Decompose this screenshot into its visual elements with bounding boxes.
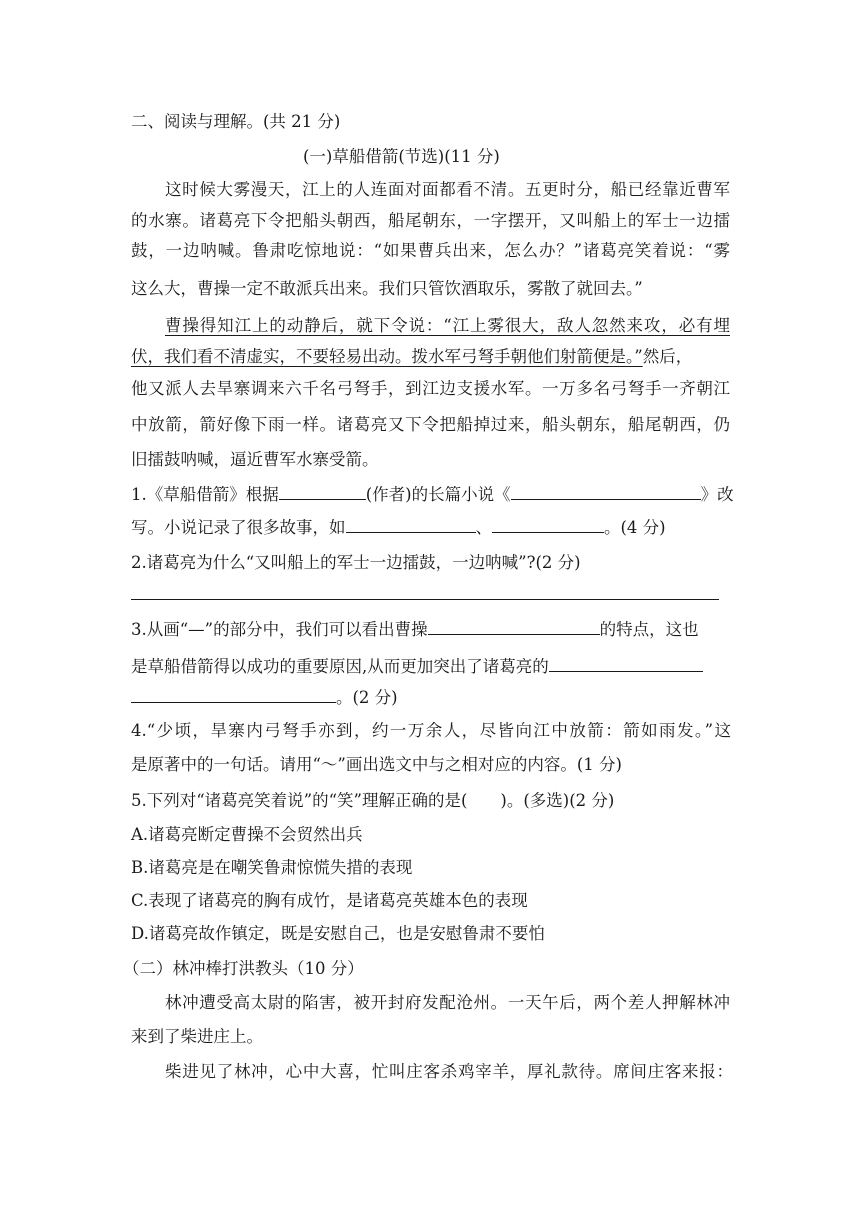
question-text: 1.《草船借箭》根据 [131,485,279,504]
question-5: 5.下列对“诸葛亮笑着说”的“笑”理解正确的是( )。(多选)(2 分) [131,791,615,810]
passage-1-title: (一)草船借箭(节选)(11 分) [303,147,500,166]
question-text: 3.从画“—”的部分中，我们可以看出曹操 [131,620,428,639]
question-4-line-2: 是原著中的一句话。请用“～”画出选文中与之相对应的内容。(1 分) [131,755,622,774]
question-2: 2.诸葛亮为什么“又叫船上的军士一边擂鼓，一边呐喊”?(2 分) [131,553,581,572]
question-1-line-2 [131,516,741,539]
passage-1-line: 这么大，曹操一定不敢派兵出来。我们只管饮酒取乐，雾散了就回去。” [131,279,643,298]
underlined-text: 伏，我们看不清虚实，不要轻易出动。拨水军弓弩手朝他们射箭便是。” [131,347,643,366]
option-d[interactable]: D.诸葛亮故作镇定，既是安慰自己，也是安慰鲁肃不要怕 [131,924,545,943]
passage-1-line: 旧擂鼓呐喊，逼近曹军水寨受箭。 [131,450,379,469]
question-text: (作者)的长篇小说《 [365,485,511,504]
question-text: 是草船借箭得以成功的重要原因,从而更加突出了诸葛亮的 [131,657,549,676]
question-text: 写。小说记录了很多故事，如 [131,518,346,537]
question-1-line-1 [131,483,741,506]
story-blank-2[interactable] [492,516,604,533]
passage-2-line: 林冲遭受高太尉的陷害，被开封府发配沧州。一天午后，两个差人押解林冲 [165,993,730,1012]
option-b[interactable]: B.诸葛亮是在嘲笑鲁肃惊慌失措的表现 [131,858,413,877]
passage-1-line: 的水寨。诸葛亮下令把船头朝西，船尾朝东，一字摆开，又叫船上的军士一边擂 [131,211,730,230]
passage-1-line: 他又派人去旱寨调来六千名弓弩手，到江边支援水军。一万多名弓弩手一齐朝江 [131,379,730,398]
underlined-sentence-end [131,346,741,368]
option-a[interactable]: A.诸葛亮断定曹操不会贸然出兵 [131,825,363,844]
story-blank-1[interactable] [346,516,476,533]
caocao-trait-blank[interactable] [428,618,600,635]
passage-1-line: 中放箭，箭好像下雨一样。诸葛亮又下令把船掉过来，船头朝东，船尾朝西，仍 [131,415,730,434]
passage-2-line: 柴进见了林冲，心中大喜，忙叫庄客杀鸡宰羊，厚礼款待。席间庄客来报： [165,1062,733,1081]
zhugeliang-trait-blank-cont[interactable] [131,686,336,703]
question-3-line-3 [131,686,741,709]
underlined-sentence: 曹操得知江上的动静后，就下令说：“江上雾很大，敌人忽然来攻，必有埋 [165,316,730,335]
author-blank[interactable] [279,483,366,500]
option-c[interactable]: C.表现了诸葛亮的胸有成竹，是诸葛亮英雄本色的表现 [131,891,528,910]
passage-2-title: （二）林冲棒打洪教头（10 分） [123,959,364,978]
passage-1-line: 鼓，一边呐喊。鲁肃吃惊地说：“如果曹兵出来，怎么办？”诸葛亮笑着说：“雾 [131,241,730,260]
passage-2-line: 来到了柴进庄上。 [131,1027,263,1046]
answer-line-q2[interactable] [131,599,719,600]
question-3-line-2 [131,655,741,678]
zhugeliang-trait-blank[interactable] [549,655,703,672]
passage-1-line: 这时候大雾漫天，江上的人连面对面都看不清。五更时分，船已经靠近曹军 [165,180,730,199]
question-text: 、 [475,518,492,537]
question-text: 。(2 分) [336,688,398,707]
passage-text: 然后， [642,347,693,366]
novel-title-blank[interactable] [511,483,701,500]
question-text: 》改 [700,485,734,504]
question-3-line-1 [131,618,741,641]
question-text: 的特点，这也 [599,620,699,639]
section-heading: 二、阅读与理解。(共 21 分) [131,112,341,131]
question-text: 。(4 分) [604,518,666,537]
question-4-line-1: 4.“少顷，旱寨内弓弩手亦到，约一万余人，尽皆向江中放箭：箭如雨发。”这 [131,721,731,740]
